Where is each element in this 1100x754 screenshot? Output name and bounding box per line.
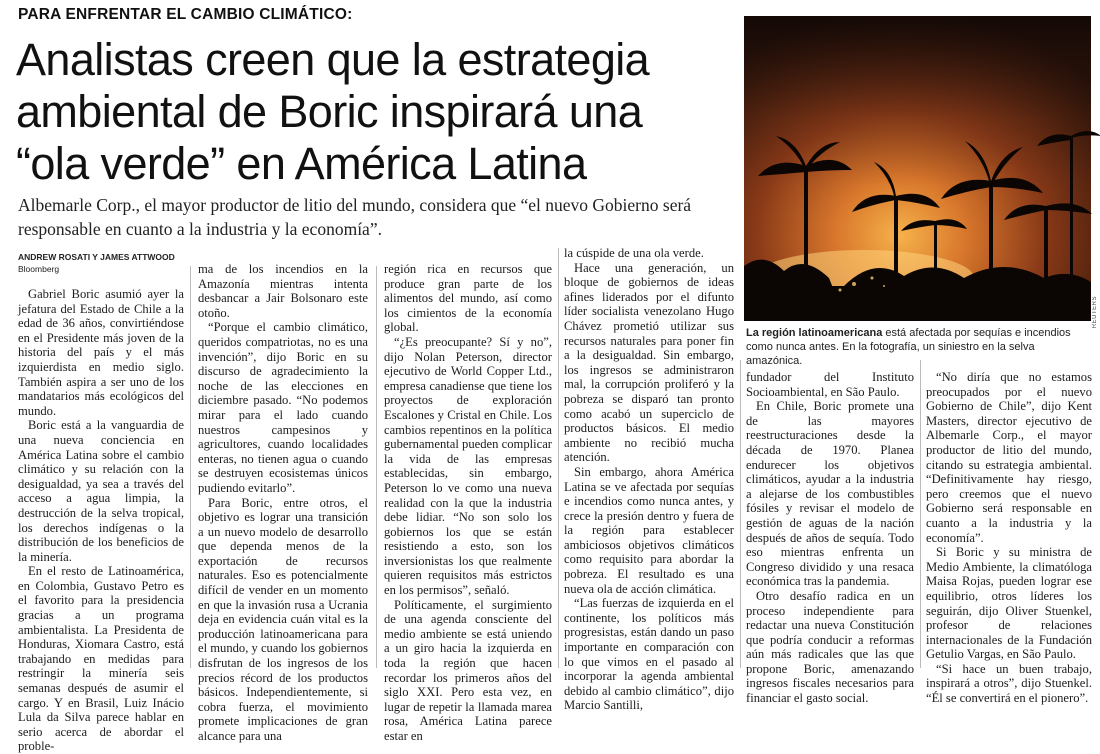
photo-caption: [746, 326, 1091, 368]
paragraph: Sin embargo, ahora América Latina se ve afectada por sequías e incendios como nunca antes, y crece la presión dentro y fuera de la región para establecer ambiciosos objetivos climáticos como requisito para abordar la pobreza. El resultado es una nueva ola de acción climática.: [564, 464, 734, 596]
byline-agency: Bloomberg: [18, 264, 60, 274]
wildfire-illustration: [744, 16, 1091, 321]
paragraph: En Chile, Boric promete una de las mayores reestructuraciones desde la década de 1970. Planea endurecer los objetivos climáticos, ayudar a la industria a alejarse de los combustibles fósiles y revisar el modelo de gestión de aguas de la nación después de años de sequía. Todo eso mientras enfrenta un Congreso dividido y una resaca económica tras la pandemia.: [746, 399, 914, 589]
column-rule: [740, 360, 741, 668]
photo-credit: REUTERS: [1092, 296, 1098, 329]
paragraph: la cúspide de una ola verde.: [564, 246, 704, 260]
dek: Albemarle Corp., el mayor productor de litio del mundo, considera que “el nuevo Gobierno será responsable en cuanto a la industria y la economía”.: [18, 195, 692, 239]
paragraph: “Las fuerzas de izquierda en el continente, los políticos más progresistas, están dando un paso importante en comparación con lo que vimos en el pasado al incorporar la agenda ambiental debido al cambio climático”, dijo Marcio Santilli,: [564, 596, 734, 713]
paragraph: En el resto de Latinoamérica, en Colombia, Gustavo Petro es el favorito para la presidencia gracias a un programa ambientalista. La Presidenta de Honduras, Xiomara Castro, está trabajando en medidas para restringir la minería seis semanas después de asumir el cargo. Y en Brasil, Luiz Inácio Lula da Silva parece hablar en serio acerca de abordar el proble-: [18, 564, 184, 754]
article-column-2: [198, 262, 368, 744]
headline-line: ambiental de Boric inspirará una: [16, 86, 643, 137]
column-rule: [190, 266, 191, 668]
paragraph: fundador del Instituto Socioambiental, en São Paulo.: [746, 370, 914, 399]
paragraph: Para Boric, entre otros, el objetivo es lograr una transición a un nuevo modelo de desarrollo que dependa menos de la exportación de recursos naturales. Eso es potencialmente difícil de vender en un momento en que la invasión rusa a Ucrania deja en evidencia cuán vital es la producción latinoamericana para el mundo, y cuando los gobiernos disfrutan de los ingresos de los precios récord de los productos básicos. Independientemente, si cobra fuerza, el movimiento promete implicaciones de gran alcance para una: [198, 495, 368, 743]
byline: [18, 251, 175, 275]
kicker: PARA ENFRENTAR EL CAMBIO CLIMÁTICO:: [18, 6, 353, 23]
paragraph: “No diría que no estamos preocupados por el nuevo Gobierno de Chile”, dijo Kent Masters, director ejecutivo de Albemarle Corp., el mayor productor de litio del mundo, citando su estrategia ambiental. “Definitivamente hay riesgo, pero creemos que el nuevo Gobierno será responsable en cuanto a la industria y la economía”.: [926, 370, 1092, 545]
column-rule: [558, 248, 559, 668]
article-column-5: [746, 370, 914, 706]
paragraph: Si Boric y su ministra de Medio Ambiente, la climatóloga Maisa Rojas, pueden lograr ese equilibrio, otros líderes los seguirán, dijo Oliver Stuenkel, profesor de relaciones internacionales de la Fundación Getulio Vargas, en São Paulo.: [926, 545, 1092, 662]
column-rule: [920, 360, 921, 668]
paragraph: Boric está a la vanguardia de una nueva conciencia en América Latina sobre el cambio climático y su relación con la desigualdad, ya sea a través del acceso a agua limpia, la destrucción de la selva tropical, los derechos indígenas o la distribución de los beneficios de la minería.: [18, 418, 184, 564]
article-column-6: [926, 370, 1092, 706]
caption-lead: La región latinoamericana: [746, 327, 883, 339]
paragraph: “¿Es preocupante? Sí y no”, dijo Nolan Peterson, director ejecutivo de World Copper Ltd., empresa canadiense que tiene los proyectos de exploración Escalones y Cristal en Chile. Los cambios repentinos en la política gubernamental pueden complicar la vida de las empresas establecidas, sin embargo, Peterson lo ve como una nueva realidad con la que la industria debe lidiar. “No son solo los gobiernos los que se están resistiendo a esto, son los inversionistas los que realmente quieren requisitos más estrictos en los permisos”, señaló.: [384, 334, 552, 598]
paragraph: Políticamente, el surgimiento de una agenda consciente del medio ambiente se está uniendo a un giro hacia la izquierda en toda la región que hacen recordar los primeros años del siglo XXI. Pero esta vez, en lugar de repetir la llamada marea rosa, América Latina parece estar en: [384, 597, 552, 743]
paragraph: ma de los incendios en la Amazonía mientras intenta desbancar a Jair Bolsonaro este otoño.: [198, 262, 368, 320]
byline-authors: ANDREW ROSATI Y JAMES ATTWOOD: [18, 252, 175, 262]
headline-line: “ola verde” en América Latina: [16, 138, 587, 189]
paragraph: Hace una generación, un bloque de gobiernos de ideas afines liderados por el difunto líder socialista venezolano Hugo Chávez prometió utilizar sus recursos naturales para poner fin a la desigualdad. Sin embargo, los ingresos se administraron mal, la corrupción proliferó y la pobreza se disparó tan pronto como acabó un superciclo de productos básicos. El medio ambiente no recibió mucha atención.: [564, 260, 734, 465]
article-column-4: [564, 246, 734, 713]
caption-text: está afectada por sequías e incendios como nunca antes. En la fotografía, un siniestro en la selva amazónica.: [746, 327, 1071, 367]
column-rule: [376, 266, 377, 668]
paragraph: “Porque el cambio climático, queridos compatriotas, no es una invención”, dijo Boric en su discurso de agradecimiento la noche de las elecciones en diciembre pasado. “No podemos mirar para el lado cuando nuestros campesinos y agricultores, cuando localidades enteras, no tienen agua o cuando se destruyen ecosistemas únicos pudiendo evitarlo”.: [198, 320, 368, 495]
paragraph: región rica en recursos que produce gran parte de los alimentos del mundo, así como los cimientos de la economía global.: [384, 262, 552, 335]
article-column-1: [18, 287, 184, 754]
article-column-3: [384, 262, 552, 744]
paragraph: Gabriel Boric asumió ayer la jefatura del Estado de Chile a la edad de 36 años, convirtiéndose en el Presidente más joven de la historia del país y el más izquierdista en medio siglo. También aspira a ser uno de los mandatarios más ecológicos del mundo.: [18, 287, 184, 418]
headline-line: Analistas creen que la estrategia: [16, 34, 650, 85]
wildfire-photo: [744, 16, 1091, 321]
paragraph: Otro desafío radica en un proceso independiente para redactar una nueva Constitución que podría conducir a reformas aún más radicales que las que propone Boric, amenazando ingresos fiscales necesarios para financiar el gasto social.: [746, 588, 914, 706]
paragraph: “Si hace un buen trabajo, inspirará a otros”, dijo Stuenkel. “Él se convertirá en el pionero”.: [926, 661, 1092, 706]
headline: [16, 34, 736, 190]
